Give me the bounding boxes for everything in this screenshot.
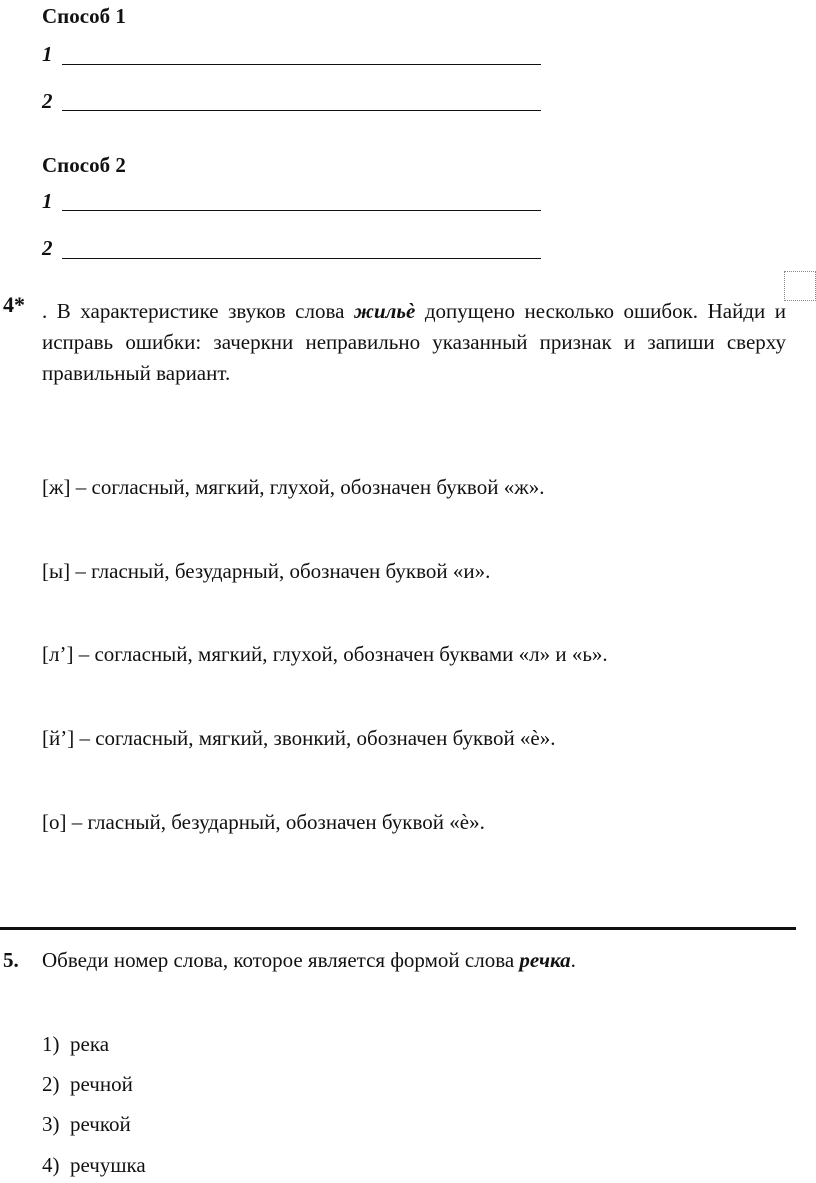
method-2-line-1-number: 1 bbox=[42, 189, 53, 213]
option-3-number[interactable]: 3) bbox=[42, 1112, 60, 1136]
method-2-line-2-number: 2 bbox=[42, 236, 53, 260]
method-1-line-2-number: 2 bbox=[42, 89, 53, 113]
sound-line-l: [л’] – согласный, мягкий, глухой, обозначен буквами «л» и «ь». bbox=[42, 642, 608, 666]
task-4-word: жильѐ bbox=[353, 299, 416, 323]
sound-line-o: [о] – гласный, безударный, обозначен буквой «ѐ». bbox=[42, 810, 485, 834]
option-2-text: речной bbox=[70, 1072, 133, 1096]
task-4-text-b: допущено несколько ошибок. Найди и исправь ошибки: зачеркни неправильно указанный признак и запиши сверху правильный вариант. bbox=[42, 299, 786, 385]
task-5-instruction bbox=[42, 948, 576, 973]
method-2-title: Способ 2 bbox=[42, 153, 126, 177]
option-3-text: речкой bbox=[70, 1112, 131, 1136]
option-2[interactable] bbox=[42, 1072, 133, 1097]
score-box[interactable] bbox=[784, 271, 816, 301]
task-4-number: 4* bbox=[3, 292, 25, 317]
sound-line-y: [ы] – гласный, безударный, обозначен буквой «и». bbox=[42, 559, 491, 583]
option-1-number[interactable]: 1) bbox=[42, 1032, 60, 1056]
method-1-answer-line-1[interactable] bbox=[62, 64, 541, 65]
sound-line-j: [й’] – согласный, мягкий, звонкий, обозначен буквой «ѐ». bbox=[42, 726, 556, 750]
task-4-text-a: . В характеристике звуков слова bbox=[42, 299, 354, 323]
sound-line-zh: [ж] – согласный, мягкий, глухой, обозначен буквой «ж». bbox=[42, 475, 545, 499]
option-4[interactable] bbox=[42, 1153, 146, 1178]
option-1[interactable] bbox=[42, 1032, 109, 1057]
option-2-number[interactable]: 2) bbox=[42, 1072, 60, 1096]
task-5-text: Обведи номер слова, которое является формой слова bbox=[42, 948, 520, 972]
option-1-text: река bbox=[70, 1032, 110, 1056]
option-4-number[interactable]: 4) bbox=[42, 1153, 60, 1177]
task-5-end: . bbox=[570, 948, 576, 972]
option-3[interactable] bbox=[42, 1112, 131, 1137]
task-5-number: 5. bbox=[3, 948, 19, 972]
method-1-answer-line-2[interactable] bbox=[62, 110, 541, 111]
method-2-answer-line-1[interactable] bbox=[62, 210, 541, 211]
task-5-word: речка bbox=[519, 948, 571, 972]
method-2-answer-line-2[interactable] bbox=[62, 258, 541, 259]
section-divider bbox=[0, 927, 796, 930]
method-1-title: Способ 1 bbox=[42, 4, 126, 28]
method-1-line-1-number: 1 bbox=[42, 42, 53, 66]
task-4-instruction bbox=[42, 296, 786, 389]
option-4-text: речушка bbox=[70, 1153, 146, 1177]
